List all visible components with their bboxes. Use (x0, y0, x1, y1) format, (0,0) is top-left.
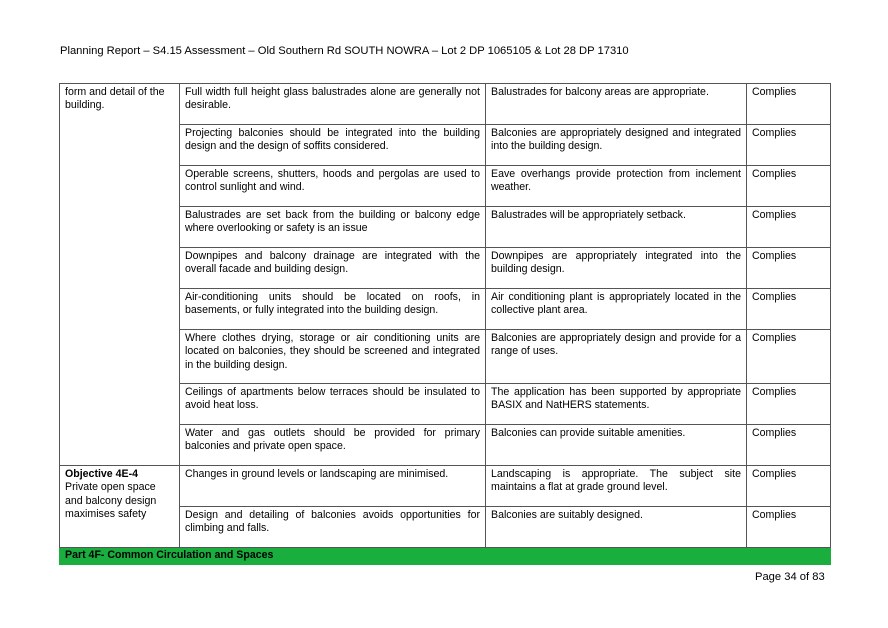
requirement-cell: Ceilings of apartments below terraces should be insulated to avoid heat loss. (180, 384, 486, 425)
status-cell: Complies (747, 507, 831, 548)
objective-cell (60, 466, 180, 548)
requirement-cell: Design and detailing of balconies avoids opportunities for climbing and falls. (180, 507, 486, 548)
table-row (60, 466, 831, 507)
table-row (60, 84, 831, 125)
status-cell: Complies (747, 248, 831, 289)
status-cell: Complies (747, 84, 831, 125)
requirement-cell: Air-conditioning units should be located on roofs, in basements, or fully integrated into the building design. (180, 289, 486, 330)
comment-cell: Downpipes are appropriately integrated into the building design. (486, 248, 747, 289)
objective-text: Private open space and balcony design maximises safety (65, 481, 157, 521)
comment-cell: Balconies are appropriately designed and integrated into the building design. (486, 125, 747, 166)
requirement-cell: Operable screens, shutters, hoods and pergolas are used to control sunlight and wind. (180, 166, 486, 207)
status-cell: Complies (747, 425, 831, 466)
part-heading-row (60, 548, 831, 565)
objective-title: Objective 4E-4 (65, 468, 139, 480)
status-cell: Complies (747, 166, 831, 207)
requirement-cell: Water and gas outlets should be provided for primary balconies and private open space. (180, 425, 486, 466)
comment-cell: Balustrades will be appropriately setback. (486, 207, 747, 248)
requirement-cell: Balustrades are set back from the building or balcony edge where overlooking or safety is an issue (180, 207, 486, 248)
status-cell: Complies (747, 384, 831, 425)
part-heading: Part 4F- Common Circulation and Spaces (60, 548, 831, 565)
requirement-cell: Where clothes drying, storage or air conditioning units are located on balconies, they should be screened and integrated in the building design. (180, 330, 486, 384)
status-cell: Complies (747, 125, 831, 166)
page-header: Planning Report – S4.15 Assessment – Old Southern Rd SOUTH NOWRA – Lot 2 DP 1065105 & Lot 28 DP 17310 (60, 45, 629, 57)
objective-cell: form and detail of the building. (60, 84, 180, 466)
requirement-cell: Downpipes and balcony drainage are integrated with the overall facade and building design. (180, 248, 486, 289)
comment-cell: Balconies are appropriately design and provide for a range of uses. (486, 330, 747, 384)
page-number: Page 34 of 83 (755, 571, 825, 583)
assessment-table (59, 83, 831, 565)
status-cell: Complies (747, 330, 831, 384)
requirement-cell: Projecting balconies should be integrated into the building design and the design of soffits considered. (180, 125, 486, 166)
requirement-cell: Changes in ground levels or landscaping are minimised. (180, 466, 486, 507)
comment-cell: Balconies are suitably designed. (486, 507, 747, 548)
status-cell: Complies (747, 289, 831, 330)
status-cell: Complies (747, 466, 831, 507)
comment-cell: Balconies can provide suitable amenities. (486, 425, 747, 466)
comment-cell: The application has been supported by appropriate BASIX and NatHERS statements. (486, 384, 747, 425)
comment-cell: Eave overhangs provide protection from inclement weather. (486, 166, 747, 207)
comment-cell: Balustrades for balcony areas are appropriate. (486, 84, 747, 125)
comment-cell: Landscaping is appropriate. The subject site maintains a flat at grade ground level. (486, 466, 747, 507)
requirement-cell: Full width full height glass balustrades alone are generally not desirable. (180, 84, 486, 125)
comment-cell: Air conditioning plant is appropriately located in the collective plant area. (486, 289, 747, 330)
status-cell: Complies (747, 207, 831, 248)
